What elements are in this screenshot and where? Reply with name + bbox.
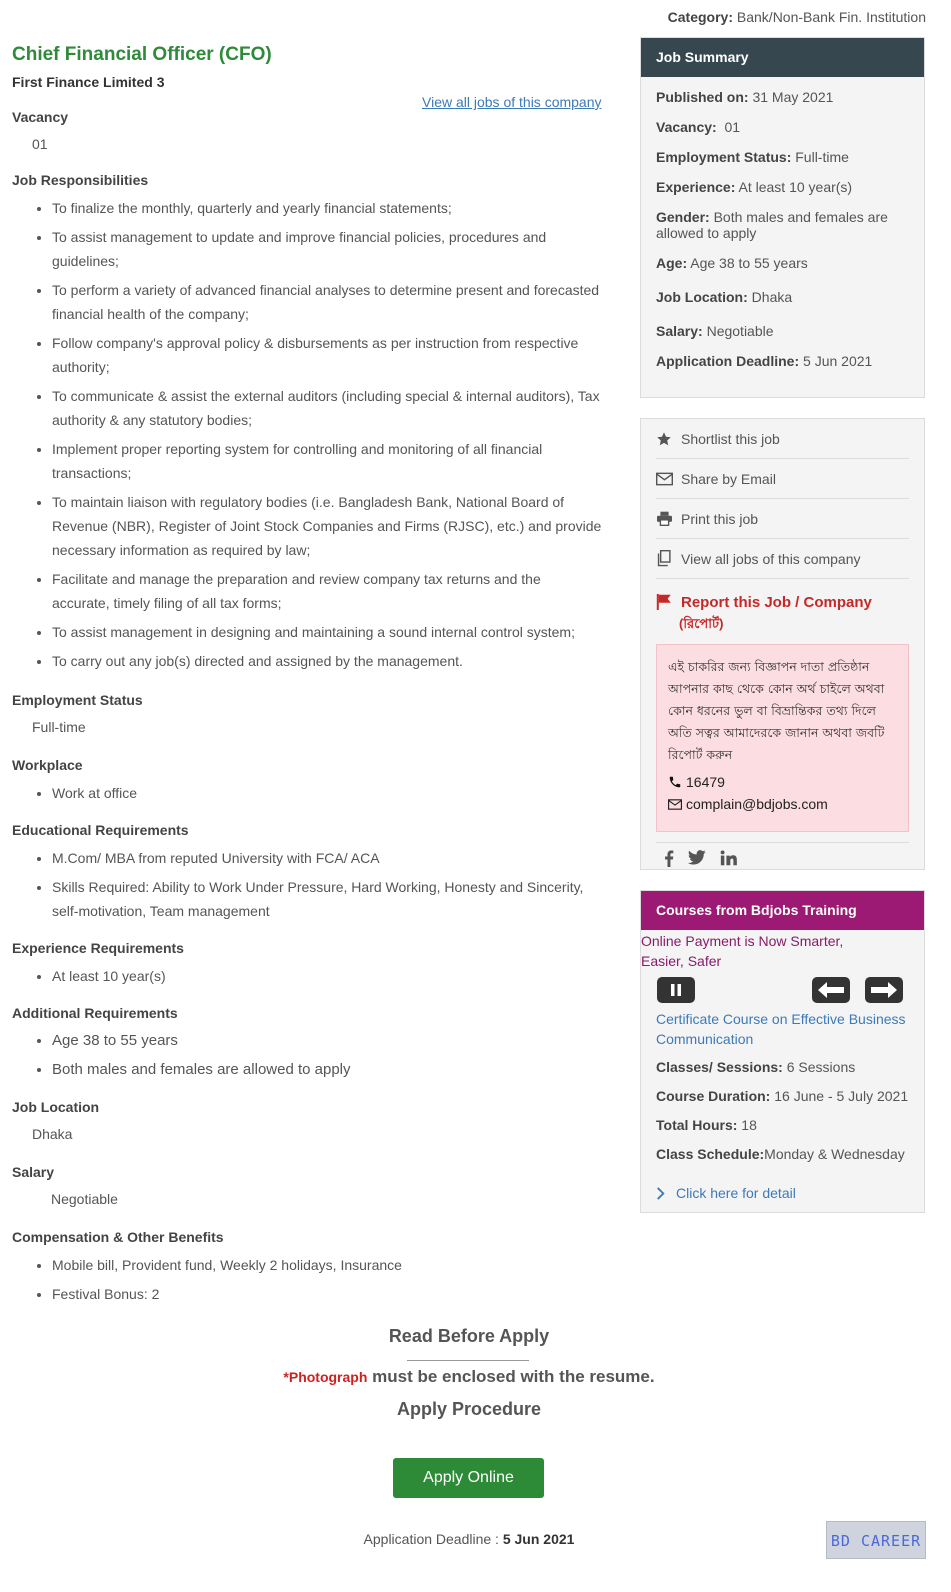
apply-procedure-heading: Apply Procedure (396, 1399, 542, 1419)
application-deadline (0, 1531, 938, 1547)
list-item: • Follow company's approval policy & disbursements as per instruction from respective authority; (52, 331, 602, 379)
print-button[interactable] (656, 499, 909, 539)
chevron-right-icon (656, 1187, 676, 1200)
list-item: • Work at office (52, 781, 602, 805)
summary-label: Employment Status: (656, 149, 792, 165)
print-label: Print this job (681, 510, 759, 527)
divider (407, 1360, 529, 1361)
vacancy-section (12, 109, 602, 152)
list-item: • Skills Required: Ability to Work Under Pressure, Hard Working, Honesty and Sincerity, self-motivation, Team management (52, 875, 602, 923)
summary-value: Full-time (791, 149, 849, 165)
list-item: • Mobile bill, Provident fund, Weekly 2 holidays, Insurance (52, 1253, 602, 1277)
phone-number: 16479 (686, 774, 725, 790)
list-item: • To carry out any job(s) directed and assigned by the management. (52, 649, 602, 673)
course-info-value: 16 June - 5 July 2021 (770, 1088, 909, 1104)
location-section (12, 1099, 602, 1142)
arrow-left-icon (817, 981, 845, 999)
view-all-jobs-link[interactable]: View all jobs of this company (422, 94, 602, 110)
list-item: • Festival Bonus: 2 (52, 1282, 602, 1306)
summary-label: Job Location: (656, 289, 748, 305)
warning-text: এই চাকরির জন্য বিজ্ঞাপন দাতা প্রতিষ্ঠান আপনার কাছ থেকে কোন অর্থ চাইলে অথবা কোন ধরনের ভুল বা বিভ্রান্তিকর তথ্য দিলে অতি সত্বর আমাদেরকে জানান অথবা জবটি রিপোর্ট করুন (668, 659, 885, 762)
deadline-value: 5 Jun 2021 (502, 1531, 575, 1547)
education-section (12, 822, 602, 923)
shortlist-button[interactable] (656, 419, 909, 459)
category-label: Category: (667, 9, 733, 25)
summary-value: Negotiable (702, 323, 774, 339)
next-button[interactable] (865, 977, 903, 1003)
list-item: • To perform a variety of advanced financial analyses to determine present and forecasted financial health of the company; (52, 278, 602, 326)
summary-value: 5 Jun 2021 (799, 353, 873, 369)
summary-row (656, 289, 909, 305)
summary-row (656, 119, 909, 135)
summary-row (656, 353, 909, 369)
email-contact (668, 796, 898, 812)
salary-value: Negotiable (51, 1191, 118, 1207)
summary-label: Application Deadline: (656, 353, 800, 369)
arrow-right-icon (870, 981, 898, 999)
linkedin-icon[interactable] (720, 850, 737, 867)
salary-heading: Salary (12, 1164, 55, 1180)
read-before-apply-heading: Read Before Apply (388, 1326, 550, 1346)
experience-section (12, 940, 602, 988)
view-all-jobs-button[interactable] (656, 539, 909, 579)
twitter-icon[interactable] (688, 850, 706, 867)
summary-label: Experience: (656, 179, 736, 195)
facebook-icon[interactable] (664, 850, 674, 867)
list-item: • Age 38 to 55 years (52, 1029, 602, 1053)
course-info-row (641, 1145, 924, 1163)
star-icon (656, 431, 681, 447)
course-info-value: 18 (737, 1117, 757, 1133)
envelope-icon (656, 472, 681, 486)
course-info-value: 6 Sessions (782, 1059, 856, 1075)
responsibilities-heading: Job Responsibilities (12, 172, 149, 188)
salary-section (12, 1164, 602, 1207)
course-info-label: Classes/ Sessions: (656, 1059, 783, 1075)
vacancy-value: 01 (32, 136, 48, 152)
view-all-jobs-label: View all jobs of this company (681, 550, 861, 567)
summary-label: Published on: (656, 89, 749, 105)
additional-section (12, 1005, 602, 1082)
summary-value: Dhaka (747, 289, 793, 305)
summary-value: Both males and females are allowed to apply (656, 209, 888, 241)
list-item: • Facilitate and manage the preparation and review company tax returns and the accurate, timely filing of all tax forms; (52, 567, 602, 615)
list-item: • To assist management to update and improve financial policies, procedures and guidelines; (52, 225, 602, 273)
pause-icon (670, 983, 682, 997)
shortlist-label: Shortlist this job (681, 430, 780, 447)
job-details (12, 44, 602, 1311)
summary-label: Age: (656, 255, 688, 271)
workplace-heading: Workplace (12, 757, 83, 773)
list-item: • Both males and females are allowed to apply (52, 1058, 602, 1082)
report-job-link[interactable] (656, 593, 909, 611)
flag-icon (656, 593, 681, 611)
summary-row (656, 89, 909, 105)
summary-value: 31 May 2021 (748, 89, 834, 105)
social-share-bar (656, 842, 909, 867)
summary-row (656, 255, 909, 271)
summary-label: Salary: (656, 323, 703, 339)
responsibilities-section (12, 172, 602, 673)
photograph-text: must be enclosed with the resume. (367, 1367, 655, 1386)
compensation-section (12, 1229, 602, 1306)
copy-icon (656, 550, 681, 567)
location-value: Dhaka (32, 1126, 73, 1142)
list-item: • To maintain liaison with regulatory bodies (i.e. Bangladesh Bank, National Board of Revenue (NBR), Register of Joint Stock Companies and Firms (RJSC), etc.) and provide necessary information as required by law; (52, 490, 602, 562)
photograph-label: *Photograph (283, 1369, 368, 1385)
phone-icon (668, 775, 682, 789)
summary-value: 01 (716, 119, 741, 135)
list-item: • M.Com/ MBA from reputed University with FCA/ ACA (52, 846, 602, 870)
job-summary-panel (640, 37, 925, 398)
summary-row (656, 209, 909, 241)
employment-status-heading: Employment Status (12, 692, 143, 708)
list-item: • Implement proper reporting system for controlling and monitoring of all financial transactions; (52, 437, 602, 485)
phone-contact (668, 774, 898, 790)
experience-heading: Experience Requirements (12, 940, 184, 956)
printer-icon (656, 511, 681, 526)
course-info-row (641, 1116, 924, 1134)
apply-online-button[interactable]: Apply Online (393, 1458, 544, 1498)
location-heading: Job Location (12, 1099, 100, 1115)
list-item: • To communicate & assist the external auditors (including special & internal auditors), Tax authority & any statutory bodies; (52, 384, 602, 432)
courses-title: Courses from Bdjobs Training (641, 891, 924, 930)
report-subtitle: (রিপোর্ট) (679, 616, 724, 631)
report-section (656, 579, 909, 636)
watermark-logo: BD CAREER (826, 1521, 926, 1559)
summary-value: Age 38 to 55 years (687, 255, 808, 271)
company-name: First Finance Limited 3 (12, 74, 165, 90)
envelope-icon (668, 799, 682, 810)
course-info-label: Class Schedule: (656, 1146, 765, 1162)
courses-panel (640, 890, 925, 1213)
list-item: • To assist management in designing and maintaining a sound internal control system; (52, 620, 602, 644)
pause-button[interactable] (657, 977, 695, 1003)
course-detail-link[interactable] (641, 1185, 924, 1201)
report-title: Report this Job / Company (681, 593, 872, 611)
employment-status-section (12, 692, 602, 735)
course-info-value: Monday & Wednesday (764, 1146, 905, 1162)
complaint-email[interactable]: complain@bdjobs.com (686, 796, 828, 812)
courses-promo: Online Payment is Now Smarter, Easier, Safer (641, 933, 844, 969)
course-info-label: Course Duration: (656, 1088, 771, 1104)
category-line (668, 9, 926, 25)
share-email-label: Share by Email (681, 470, 776, 487)
category-value: Bank/Non-Bank Fin. Institution (736, 9, 926, 25)
share-email-button[interactable] (656, 459, 909, 499)
previous-button[interactable] (812, 977, 850, 1003)
summary-row (656, 179, 909, 195)
vacancy-heading: Vacancy (12, 109, 69, 125)
compensation-heading: Compensation & Other Benefits (12, 1229, 224, 1245)
additional-heading: Additional Requirements (12, 1005, 178, 1021)
employment-status-value: Full-time (32, 719, 86, 735)
summary-row (656, 149, 909, 165)
job-title: Chief Financial Officer (CFO) (12, 44, 272, 65)
workplace-section (12, 757, 602, 805)
carousel-controls (641, 975, 924, 1009)
list-item: • To finalize the monthly, quarterly and yearly financial statements; (52, 196, 602, 220)
summary-label: Gender: (656, 209, 710, 225)
course-info-row (641, 1058, 924, 1076)
deadline-label: Application Deadline : (363, 1531, 503, 1547)
course-info-label: Total Hours: (656, 1117, 738, 1133)
education-heading: Educational Requirements (12, 822, 189, 838)
course-detail-label: Click here for detail (676, 1185, 796, 1201)
course-info-row (641, 1087, 924, 1105)
summary-value: At least 10 year(s) (735, 179, 853, 195)
list-item: • At least 10 year(s) (52, 964, 602, 988)
job-summary-title: Job Summary (641, 38, 924, 77)
summary-row (656, 323, 909, 339)
warning-box (656, 644, 909, 832)
job-actions-panel (640, 418, 925, 870)
summary-label: Vacancy: (656, 119, 717, 135)
course-name-link[interactable]: Certificate Course on Effective Business Communication (656, 1011, 906, 1047)
photograph-notice (0, 1367, 938, 1387)
